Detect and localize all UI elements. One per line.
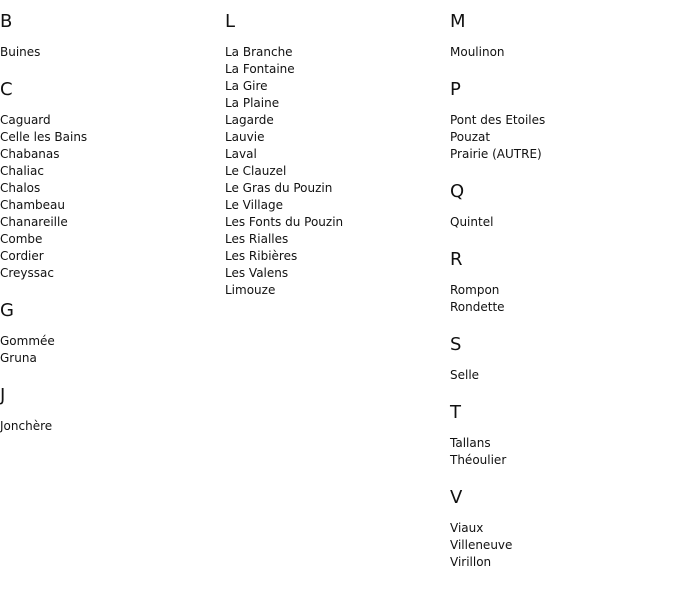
letter-group-s [450, 333, 675, 384]
place-link[interactable]: Virillon [450, 555, 492, 569]
place-link[interactable]: Théoulier [450, 453, 507, 467]
place-link[interactable]: Combe [0, 232, 43, 246]
letter-group-g [0, 299, 225, 367]
place-link[interactable]: Caguard [0, 113, 51, 127]
place-link[interactable]: Gommée [0, 334, 55, 348]
letter-heading: L [225, 11, 236, 32]
place-link[interactable]: Chambeau [0, 198, 65, 212]
place-link[interactable]: Gruna [0, 351, 37, 365]
place-link[interactable]: Lagarde [225, 113, 274, 127]
place-link[interactable]: Laval [225, 147, 257, 161]
place-link[interactable]: Rondette [450, 300, 505, 314]
place-link[interactable]: Les Rialles [225, 232, 289, 246]
letter-heading: J [0, 385, 6, 406]
place-link[interactable]: La Fontaine [225, 62, 295, 76]
place-list [450, 44, 675, 61]
place-link[interactable]: Le Village [225, 198, 283, 212]
place-link[interactable]: Moulinon [450, 45, 505, 59]
letter-heading: M [450, 11, 466, 32]
place-link[interactable]: Le Gras du Pouzin [225, 181, 333, 195]
place-link[interactable]: Celle les Bains [0, 130, 88, 144]
place-link[interactable]: Les Ribières [225, 249, 298, 263]
letter-group-c [0, 78, 225, 282]
letter-group-p [450, 78, 675, 163]
letter-heading: V [450, 487, 463, 508]
letter-group-q [450, 180, 675, 231]
letter-heading: G [0, 300, 14, 321]
place-link[interactable]: Rompon [450, 283, 500, 297]
place-list [0, 112, 225, 282]
place-link[interactable]: Jonchère [0, 419, 53, 433]
place-link[interactable]: Creyssac [0, 266, 54, 280]
place-link[interactable]: Les Fonts du Pouzin [225, 215, 344, 229]
letter-heading: S [450, 334, 462, 355]
place-link[interactable]: Chalos [0, 181, 41, 195]
place-link[interactable]: Quintel [450, 215, 494, 229]
letter-heading: R [450, 249, 463, 270]
place-list [0, 418, 225, 435]
place-list [450, 367, 675, 384]
place-link[interactable]: Prairie (AUTRE) [450, 147, 542, 161]
letter-group-b [0, 10, 225, 61]
index-column-2 [225, 10, 450, 588]
letter-group-v [450, 486, 675, 571]
place-link[interactable]: Pont des Etoiles [450, 113, 546, 127]
place-link[interactable]: Chaliac [0, 164, 44, 178]
place-link[interactable]: La Plaine [225, 96, 280, 110]
place-list [225, 44, 450, 299]
letter-heading: Q [450, 181, 465, 202]
place-link[interactable]: Buines [0, 45, 41, 59]
place-link[interactable]: La Branche [225, 45, 293, 59]
place-link[interactable]: Lauvie [225, 130, 265, 144]
letter-group-r [450, 248, 675, 316]
place-list [450, 214, 675, 231]
place-link[interactable]: Tallans [450, 436, 491, 450]
place-link[interactable]: Cordier [0, 249, 44, 263]
place-list [450, 112, 675, 163]
place-link[interactable]: Selle [450, 368, 480, 382]
place-link[interactable]: Chanareille [0, 215, 68, 229]
letter-group-j [0, 384, 225, 435]
place-link[interactable]: Limouze [225, 283, 276, 297]
letter-group-l [225, 10, 450, 299]
place-link[interactable]: La Gire [225, 79, 268, 93]
letter-heading: B [0, 11, 13, 32]
place-link[interactable]: Le Clauzel [225, 164, 287, 178]
place-list [450, 435, 675, 469]
place-list [450, 282, 675, 316]
place-link[interactable]: Les Valens [225, 266, 289, 280]
letter-heading: C [0, 79, 13, 100]
alphabetical-index [0, 10, 675, 588]
place-list [450, 520, 675, 571]
letter-group-m [450, 10, 675, 61]
place-link[interactable]: Viaux [450, 521, 484, 535]
index-column-1 [0, 10, 225, 588]
place-list [0, 44, 225, 61]
letter-group-t [450, 401, 675, 469]
place-link[interactable]: Chabanas [0, 147, 60, 161]
letter-heading: P [450, 79, 461, 100]
place-link[interactable]: Villeneuve [450, 538, 513, 552]
letter-heading: T [450, 402, 461, 423]
place-list [0, 333, 225, 367]
place-link[interactable]: Pouzat [450, 130, 491, 144]
index-column-3 [450, 10, 675, 588]
